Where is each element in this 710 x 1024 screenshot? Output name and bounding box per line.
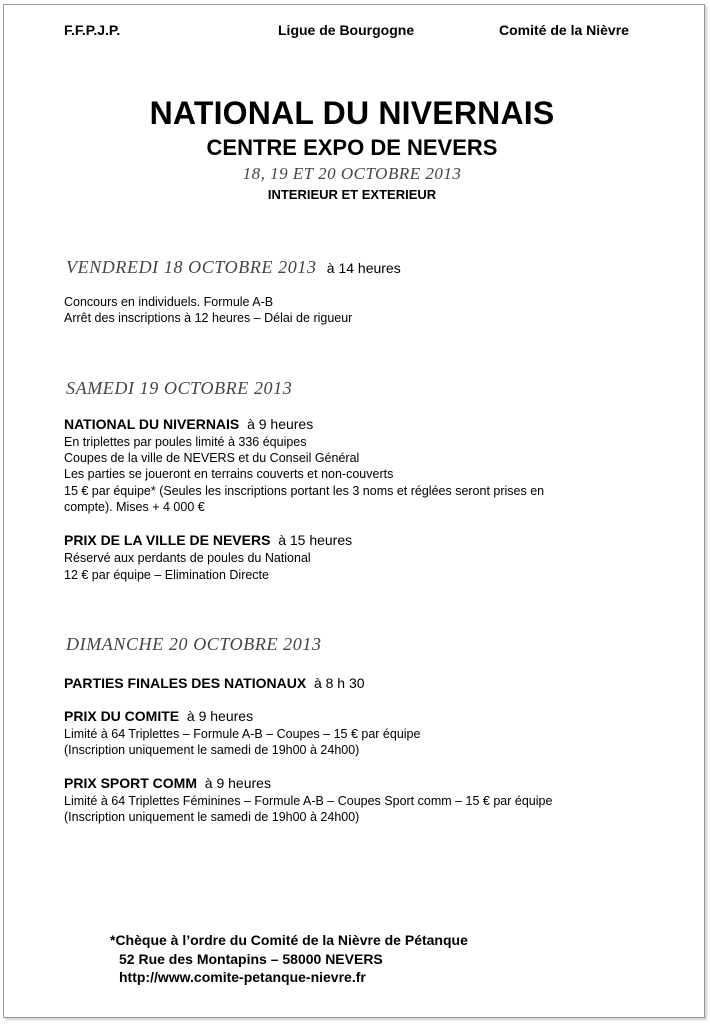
friday-line-2: Arrêt des inscriptions à 12 heures – Délai de rigueur: [64, 311, 353, 325]
friday-time: à 14 heures: [326, 260, 401, 276]
prix-ville-heading: [64, 532, 352, 548]
prix-sport-line-2: (Inscription uniquement le samedi de 19h00 à 24h00): [64, 810, 360, 824]
friday-day: VENDREDI 18 OCTOBRE 2013: [66, 257, 317, 277]
prix-ville-line-1: Réservé aux perdants de poules du National: [64, 551, 311, 565]
header-committee: Comité de la Nièvre: [499, 22, 629, 38]
footer-website-link[interactable]: http://www.comite-petanque-nievre.fr: [119, 969, 366, 985]
sunday-heading: DIMANCHE 20 OCTOBRE 2013: [66, 634, 322, 654]
page-title: NATIONAL DU NIVERNAIS: [149, 95, 555, 131]
national-line-3: Les parties se joueront en terrains couverts et non-couverts: [64, 467, 394, 481]
finales-heading: [64, 675, 365, 691]
saturday-heading: SAMEDI 19 OCTOBRE 2013: [66, 378, 293, 398]
prix-ville-time: à 15 heures: [278, 532, 353, 548]
prix-sport-heading: [64, 775, 271, 791]
friday-line-1: Concours en individuels. Formule A-B: [64, 295, 274, 309]
national-line-5: compte). Mises + 4 000 €: [64, 500, 205, 514]
footer-address: 52 Rue des Montapins – 58000 NEVERS: [119, 951, 383, 967]
prix-ville-line-2: 12 € par équipe – Elimination Directe: [64, 568, 269, 582]
national-time: à 9 heures: [247, 416, 314, 432]
friday-heading: [66, 257, 401, 278]
header-federation: F.F.P.J.P.: [64, 22, 121, 38]
venue-title: CENTRE EXPO DE NEVERS: [206, 135, 498, 160]
prix-sport-name: PRIX SPORT COMM: [64, 775, 198, 791]
national-line-2: Coupes de la ville de NEVERS et du Conseil Général: [64, 451, 360, 465]
prix-sport-time: à 9 heures: [204, 775, 271, 791]
finales-time: à 8 h 30: [313, 675, 365, 691]
national-heading: [64, 416, 313, 432]
prix-sport-line-1: Limité à 64 Triplettes Féminines – Formule A-B – Coupes Sport comm – 15 € par équipe: [64, 794, 553, 808]
event-location: INTERIEUR ET EXTERIEUR: [267, 187, 437, 202]
national-line-1: En triplettes par poules limité à 336 équipes: [64, 435, 307, 449]
national-line-4: 15 € par équipe* (Seules les inscriptions portant les 3 noms et réglées seront prises en: [64, 484, 545, 498]
prix-comite-line-1: Limité à 64 Triplettes – Formule A-B – Coupes – 15 € par équipe: [64, 727, 421, 741]
prix-comite-time: à 9 heures: [186, 708, 254, 724]
header-league: Ligue de Bourgogne: [278, 22, 415, 38]
prix-comite-name: PRIX DU COMITE: [64, 708, 180, 724]
prix-comite-line-2: (Inscription uniquement le samedi de 19h00 à 24h00): [64, 743, 360, 757]
event-dates: 18, 19 ET 20 OCTOBRE 2013: [242, 164, 462, 183]
prix-ville-name: PRIX DE LA VILLE DE NEVERS: [64, 532, 271, 548]
prix-comite-heading: [64, 708, 253, 724]
footer-cheque: *Chèque à l’ordre du Comité de la Nièvre de Pétanque: [110, 932, 468, 948]
finales-name: PARTIES FINALES DES NATIONAUX: [64, 675, 307, 691]
national-name: NATIONAL DU NIVERNAIS: [64, 416, 240, 432]
